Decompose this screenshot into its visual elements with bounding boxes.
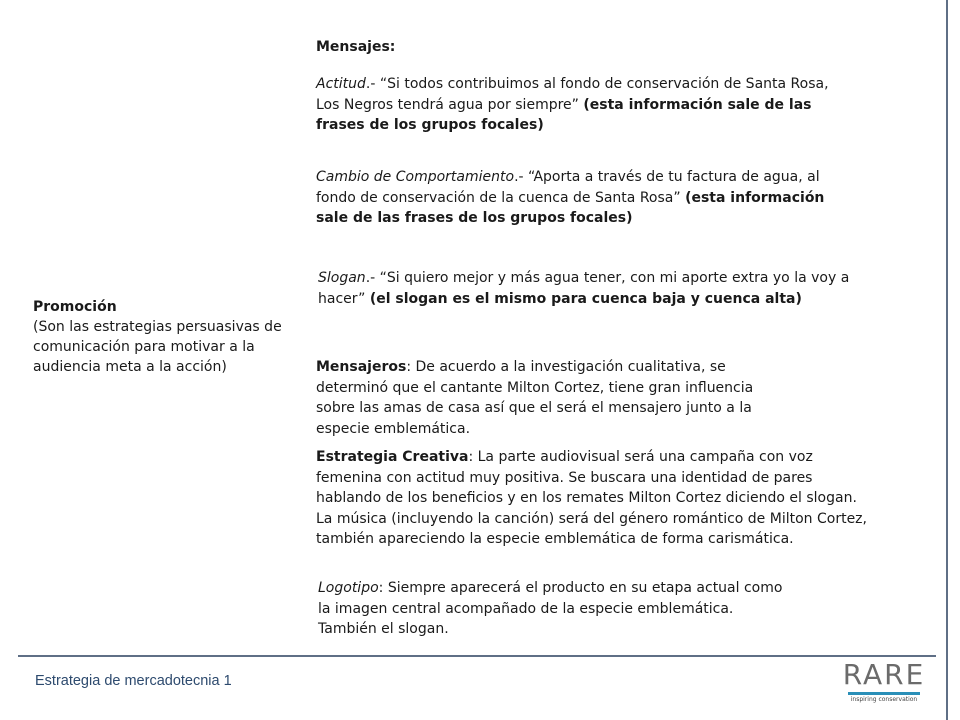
cambio-note: (esta información sale de las frases de los grupos focales)	[316, 189, 825, 226]
right-border-rule	[946, 0, 948, 720]
logo-tagline: inspiring conservation	[850, 696, 918, 703]
actitud-text: .- “Si todos contribuimos al fondo de conservación de Santa Rosa, Los Negros tendrá agua por siempre”	[316, 76, 829, 113]
mensajes-heading: Mensajes:	[316, 39, 396, 55]
promocion-description: (Son las estrategias persuasivas de comunicación para motivar a la audiencia meta a la acción)	[33, 319, 282, 375]
slogan-text: .- “Si quiero mejor y más agua tener, con mi aporte extra yo la voy a hacer”	[318, 270, 850, 307]
estrategia-text: : La parte audiovisual será una campaña con voz femenina con actitud muy positiva. Se buscara una identidad de pares hablando de los beneficios y en los remates Milton Cortez diciendo el slogan. La música (incluyendo la canción) será del género romántico de Milton Cortez, también apareciendo la especie emblemática de forma carismática.	[316, 449, 867, 547]
mensajeros-text: : De acuerdo a la investigación cualitativa, se determinó que el cantante Milton Cortez, tiene gran influencia sobre las amas de casa así que el será el mensajero junto a la especie emblemática.	[316, 359, 754, 437]
slogan-label: Slogan	[318, 270, 366, 286]
cambio-label: Cambio de Comportamiento	[316, 169, 515, 185]
slogan-paragraph	[318, 268, 868, 309]
mensajeros-label: Mensajeros	[316, 359, 407, 375]
mensajeros-paragraph	[316, 357, 781, 439]
logotipo-text: : Siempre aparecerá el producto en su etapa actual como la imagen central acompañado de la especie emblemática. También el slogan.	[318, 580, 783, 637]
slogan-note: (el slogan es el mismo para cuenca baja y cuenca alta)	[369, 290, 802, 307]
actitud-label: Actitud	[316, 76, 366, 92]
promocion-cell	[33, 297, 283, 377]
logotipo-paragraph	[318, 578, 788, 640]
footer-title: Estrategia de mercadotecnia 1	[35, 673, 232, 689]
actitud-paragraph	[316, 74, 856, 136]
rare-logo	[842, 658, 926, 706]
promocion-heading: Promoción	[33, 299, 117, 315]
cambio-text: .- “Aporta a través de tu factura de agua, al fondo de conservación de la cuenca de Santa Rosa”	[316, 169, 820, 206]
logotipo-label: Logotipo	[318, 580, 379, 596]
estrategia-label: Estrategia Creativa	[316, 449, 469, 465]
cambio-paragraph	[316, 167, 856, 229]
footer-divider	[18, 655, 936, 657]
estrategia-paragraph	[316, 447, 876, 550]
actitud-note: (esta información sale de las frases de los grupos focales)	[316, 96, 812, 133]
logo-accent-bar	[848, 692, 920, 695]
logo-wordmark: RARE	[842, 658, 926, 691]
